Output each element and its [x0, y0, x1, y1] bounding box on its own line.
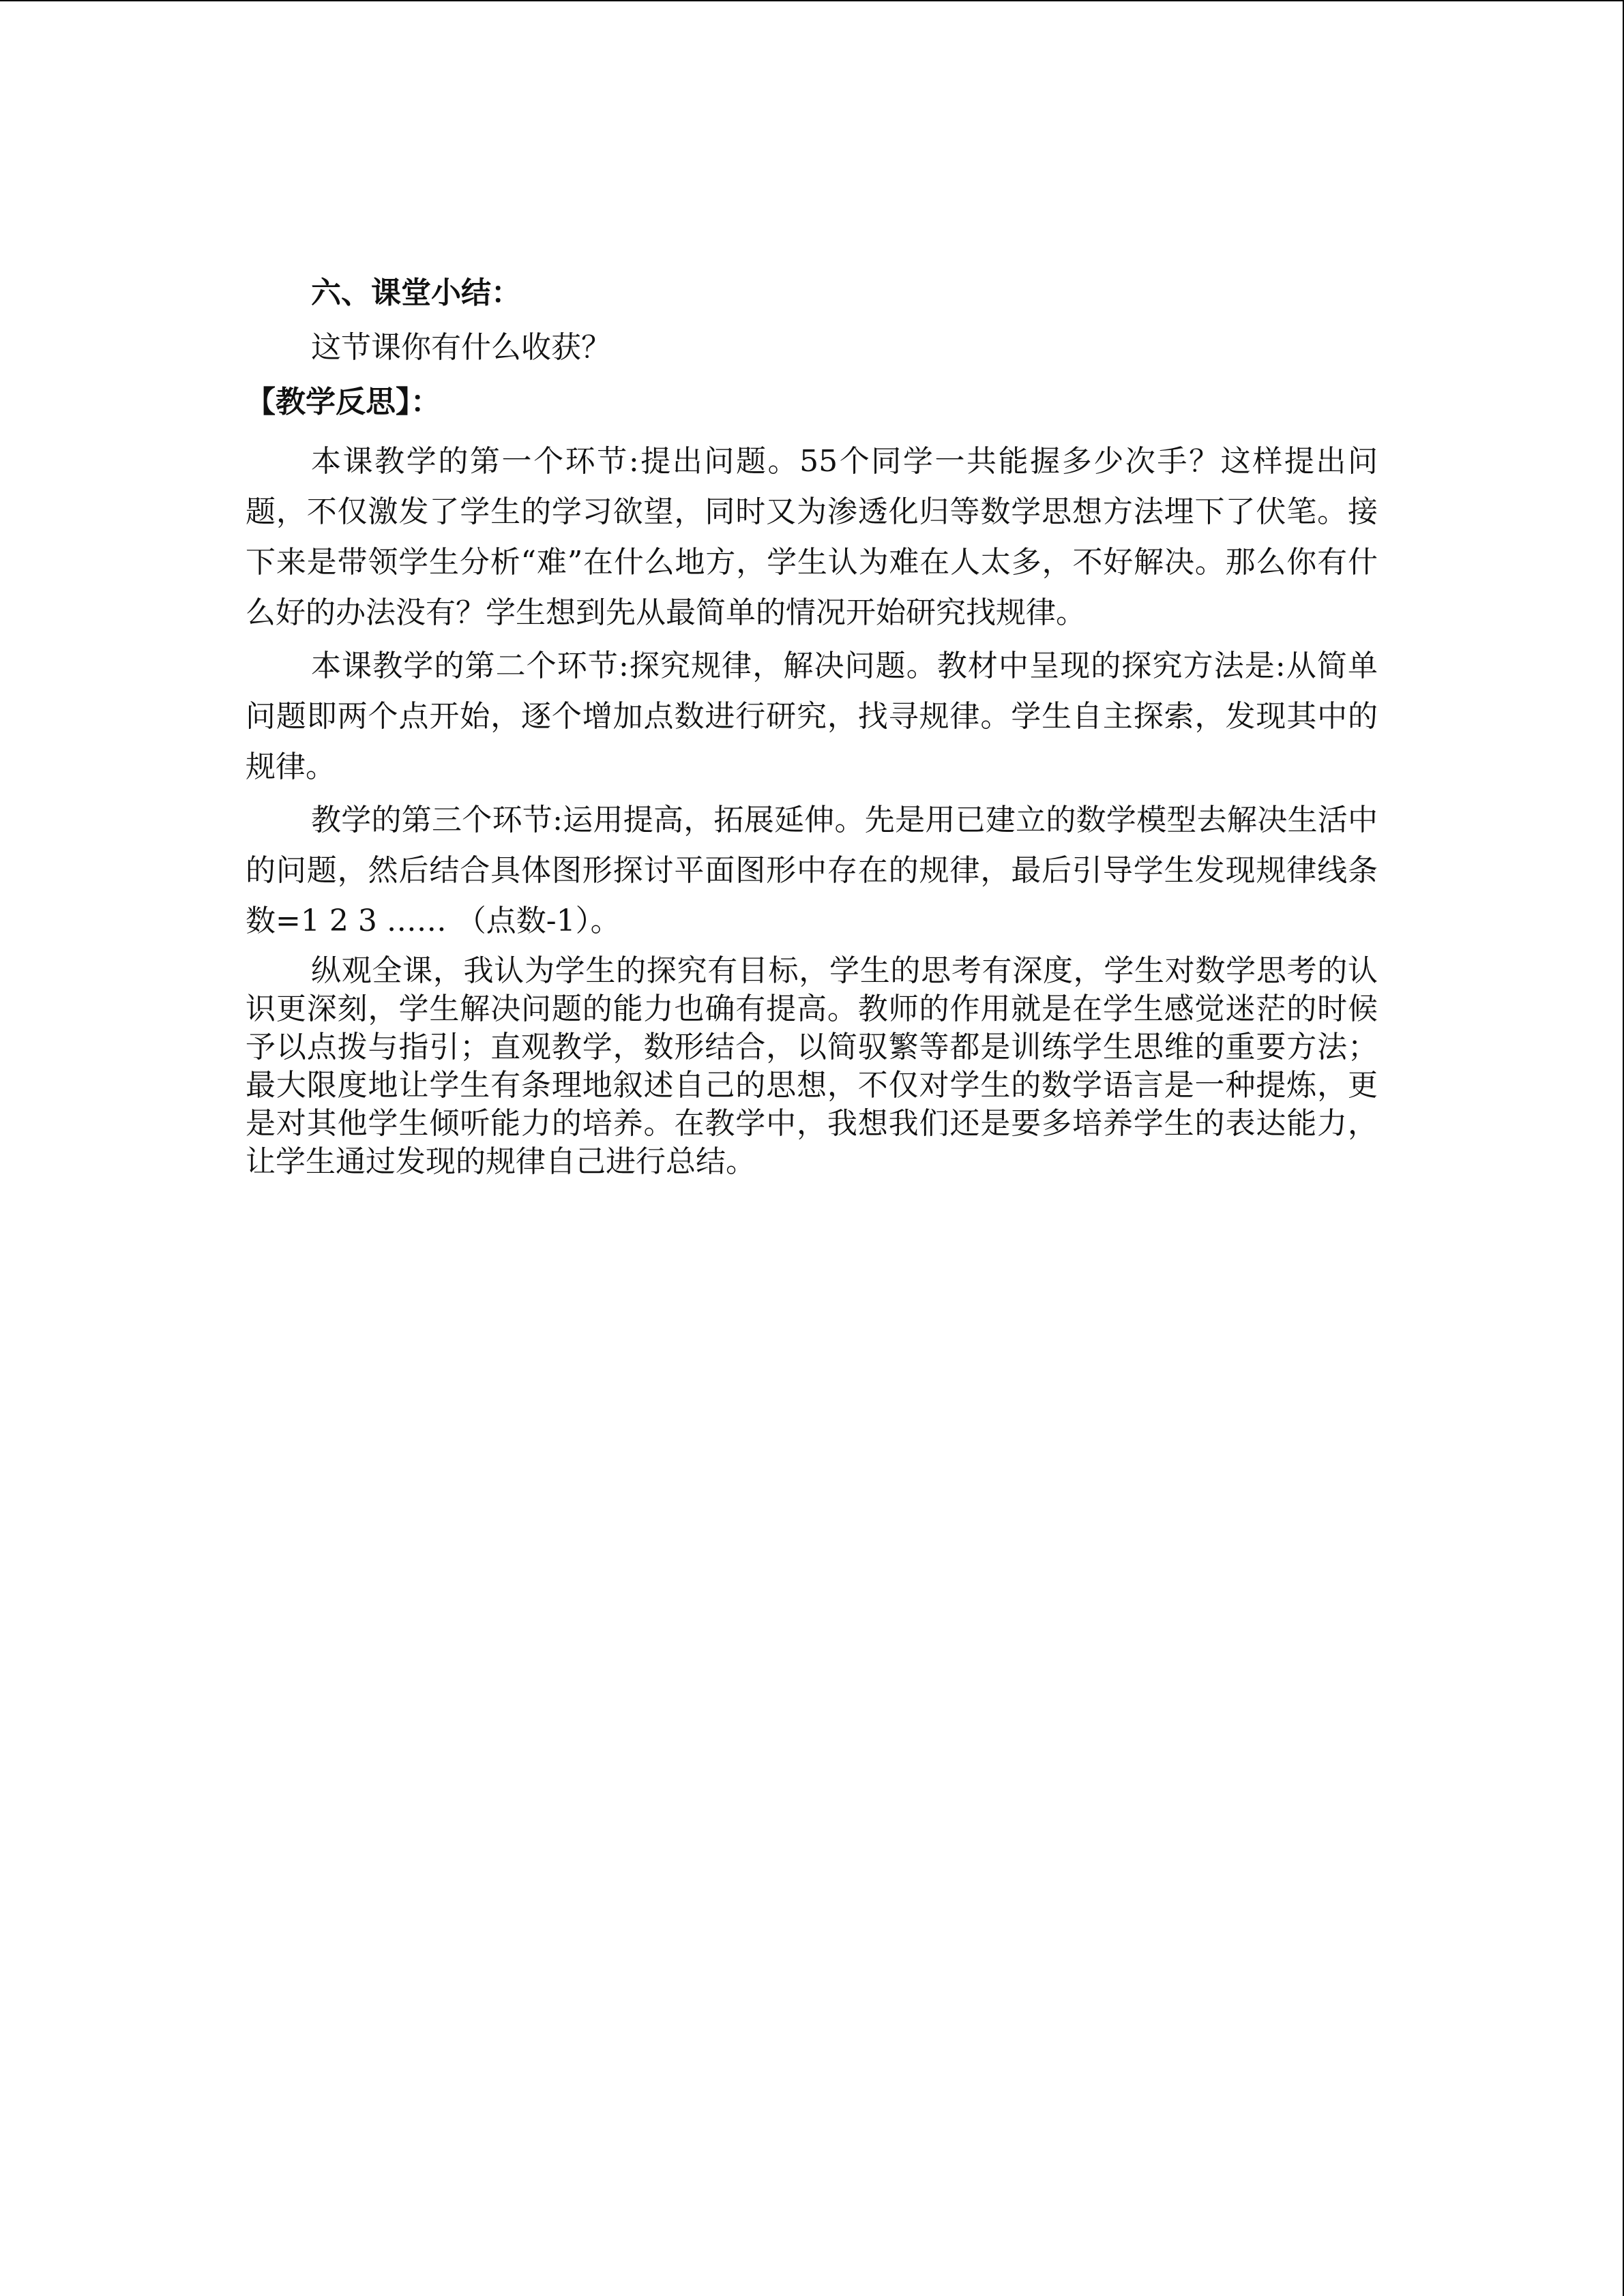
- section-heading-reflection: 【教学反思】：: [246, 385, 441, 419]
- reflection-paragraph-2: 本课教学的第二个环节:探究规律，解决问题。教材中呈现的探究方法是:从简单问题即两个点开始，逐个增加点数进行研究，找寻规律。学生自主探索，发现其中的规律。: [246, 648, 1378, 784]
- summary-question: 这节课你有什么收获？: [311, 330, 611, 365]
- section-heading-summary: 六、课堂小结：: [311, 275, 521, 310]
- reflection-paragraph-3: 教学的第三个环节:运用提高，拓展延伸。先是用已建立的数学模型去解决生活中的问题，然后结合具体图形探讨平面图形中存在的规律，最后引导学生发现规律线条数=1 2 3 …… （点数-1）。: [246, 803, 1378, 938]
- reflection-paragraph-1: 本课教学的第一个环节:提出问题。55个同学一共能握多少次手？这样提出问题，不仅激发了学生的学习欲望，同时又为渗透化归等数学思想方法埋下了伏笔。接下来是带领学生分析“难”在什么地方，学生认为难在人太多，不好解决。那么你有什么好的办法没有？学生想到先从最简单的情况开始研究找规律。: [246, 444, 1378, 630]
- reflection-paragraph-4: 纵观全课，我认为学生的探究有目标，学生的思考有深度，学生对数学思考的认识更深刻，学生解决问题的能力也确有提高。教师的作用就是在学生感觉迷茫的时候予以点拨与指引；直观教学，数形结合，以简驭繁等都是训练学生思维的重要方法；最大限度地让学生有条理地叙述自己的思想，不仅对学生的数学语言是一种提炼，更是对其他学生倾听能力的培养。在教学中，我想我们还是要多培养学生的表达能力，让学生通过发现的规律自己进行总结。: [246, 953, 1378, 1179]
- spacer: [246, 430, 1378, 434]
- document-body: [246, 266, 1378, 1181]
- page-top-border: [0, 0, 1624, 1]
